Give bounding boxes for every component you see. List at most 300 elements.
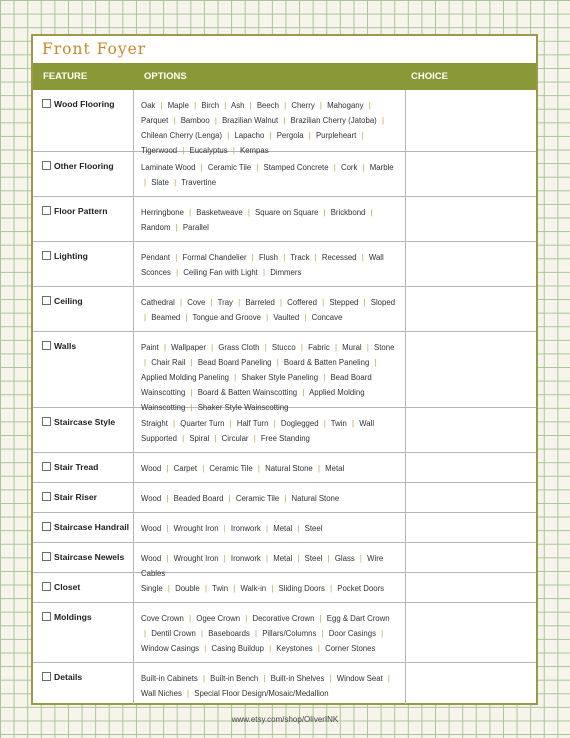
feature-label: Wood Flooring (54, 99, 115, 109)
feature-cell (33, 663, 134, 704)
option-item: Vaulted (273, 313, 300, 322)
option-item: Purpleheart (315, 131, 357, 140)
option-separator: | (319, 614, 322, 623)
option-item: Ash (231, 101, 245, 110)
option-item: Pergola (276, 131, 304, 140)
option-item: Single (141, 584, 163, 593)
feature-cell (33, 152, 134, 196)
option-separator: | (190, 403, 193, 412)
option-item: Metal (325, 464, 345, 473)
feature-label: Stair Tread (54, 462, 99, 472)
option-separator: | (144, 178, 147, 187)
option-separator: | (214, 434, 217, 443)
option-separator: | (166, 554, 169, 563)
checkbox[interactable] (42, 612, 51, 621)
option-separator: | (266, 554, 269, 563)
option-item: Metal (273, 524, 293, 533)
table-row (33, 196, 536, 241)
option-separator: | (363, 298, 366, 307)
option-item: Ceiling Fan with Light (183, 268, 258, 277)
footer-url: www.etsy.com/shop/OliverINK (231, 715, 339, 724)
option-separator: | (166, 464, 169, 473)
option-separator: | (144, 629, 147, 638)
option-item: Shaker Style Wainscotting (197, 403, 289, 412)
option-item: Applied Molding Paneling (141, 373, 229, 382)
option-separator: | (245, 614, 248, 623)
feature-label: Other Flooring (54, 161, 114, 171)
option-separator: | (269, 131, 272, 140)
header-choice: CHOICE (411, 71, 448, 82)
option-separator: | (381, 629, 384, 638)
option-separator: | (194, 101, 197, 110)
option-separator: | (187, 689, 190, 698)
option-separator: | (202, 674, 205, 683)
option-item: Built-in Bench (210, 674, 259, 683)
option-separator: | (174, 178, 177, 187)
option-item: Bead Board Paneling (197, 358, 272, 367)
option-separator: | (327, 554, 330, 563)
table-row (33, 151, 536, 196)
options-cell (134, 332, 406, 412)
option-separator: | (233, 584, 236, 593)
option-separator: | (266, 524, 269, 533)
option-item: Marble (369, 163, 394, 172)
option-separator: | (144, 358, 147, 367)
option-item: Steel (304, 554, 323, 563)
option-item: Flush (258, 253, 279, 262)
option-separator: | (251, 253, 254, 262)
option-separator: | (144, 313, 147, 322)
feature-cell (33, 483, 134, 512)
checkbox[interactable] (42, 552, 51, 561)
option-item: Brickbond (330, 208, 366, 217)
option-separator: | (160, 101, 163, 110)
option-separator: | (228, 494, 231, 503)
feature-cell (33, 287, 134, 331)
option-item: Wood (141, 554, 162, 563)
option-separator: | (321, 629, 324, 638)
option-item: Birch (201, 101, 220, 110)
option-separator: | (234, 373, 237, 382)
option-item: Stamped Concrete (263, 163, 329, 172)
option-separator: | (179, 298, 183, 307)
table-row (33, 90, 536, 155)
option-item: Stepped (329, 298, 359, 307)
option-separator: | (166, 494, 169, 503)
checkbox[interactable] (42, 417, 51, 426)
option-separator: | (300, 343, 303, 352)
option-separator: | (284, 101, 287, 110)
option-item: Shaker Style Paneling (241, 373, 319, 382)
option-item: Wall Niches (141, 689, 182, 698)
option-item: Oak (141, 101, 156, 110)
option-item: Kempas (240, 146, 269, 155)
feature-label: Moldings (54, 612, 92, 622)
option-item: Half Turn (236, 419, 269, 428)
option-separator: | (273, 419, 276, 428)
option-item: Eucalyptus (189, 146, 228, 155)
option-separator: | (283, 253, 286, 262)
option-item: Cove Crown (141, 614, 184, 623)
option-separator: | (189, 208, 192, 217)
option-separator: | (308, 131, 311, 140)
choice-cell[interactable] (406, 663, 536, 704)
feature-label: Ceiling (54, 296, 83, 306)
option-item: Herringbone (141, 208, 184, 217)
option-item: Casing Buildup (211, 644, 264, 653)
option-separator: | (255, 629, 258, 638)
option-item: Doglegged (280, 419, 319, 428)
option-separator: | (361, 131, 364, 140)
option-item: Random (141, 223, 171, 232)
choice-cell[interactable] (406, 483, 536, 512)
option-item: Keystones (276, 644, 313, 653)
option-item: Quarter Turn (180, 419, 225, 428)
choice-cell[interactable] (406, 242, 536, 286)
choice-cell[interactable] (406, 90, 536, 151)
option-separator: | (257, 464, 260, 473)
option-separator: | (283, 116, 286, 125)
checkbox[interactable] (42, 462, 51, 471)
option-separator: | (173, 116, 176, 125)
option-item: Built-in Shelves (270, 674, 325, 683)
checkbox[interactable] (42, 206, 51, 215)
option-item: Circular (221, 434, 249, 443)
choice-cell[interactable] (406, 332, 536, 407)
option-separator: | (304, 313, 307, 322)
option-separator: | (297, 524, 300, 533)
option-separator: | (370, 208, 373, 217)
table-body (33, 90, 536, 704)
option-item: Wall Sconces (141, 253, 384, 277)
option-separator: | (323, 373, 326, 382)
option-separator: | (387, 674, 390, 683)
option-separator: | (229, 419, 232, 428)
option-separator: | (163, 343, 166, 352)
feature-cell (33, 242, 134, 286)
options-cell (134, 573, 406, 602)
option-item: Bead Board Wainscotting (141, 373, 372, 397)
option-separator: | (263, 674, 266, 683)
feature-label: Details (54, 672, 83, 682)
option-item: Bamboo (180, 116, 210, 125)
options-cell (134, 90, 406, 155)
option-separator: | (166, 524, 169, 533)
feature-label: Closet (54, 582, 81, 592)
table-row (33, 482, 536, 512)
table-row (33, 512, 536, 542)
option-item: Lapacho (234, 131, 265, 140)
option-item: Carpet (173, 464, 198, 473)
feature-cell (33, 332, 134, 407)
option-separator: | (210, 298, 213, 307)
option-item: Stone (374, 343, 395, 352)
option-item: Parquet (141, 116, 169, 125)
choice-cell[interactable] (406, 573, 536, 602)
option-item: Wallpaper (171, 343, 206, 352)
table-header (33, 63, 536, 90)
option-item: Formal Chandelier (182, 253, 247, 262)
option-item: Coffered (287, 298, 317, 307)
options-cell (134, 603, 406, 662)
option-separator: | (182, 146, 185, 155)
option-separator: | (271, 584, 274, 593)
option-item: Tongue and Groove (192, 313, 261, 322)
feature-label: Floor Pattern (54, 206, 108, 216)
option-item: Chilean Cherry (Lenga) (141, 131, 223, 140)
option-separator: | (247, 208, 250, 217)
options-cell (134, 543, 406, 578)
table-row (33, 286, 536, 331)
feature-cell (33, 513, 134, 542)
option-separator: | (266, 313, 269, 322)
option-item: Brazilian Cherry (Jatoba) (290, 116, 377, 125)
page-title: Front Foyer (42, 40, 147, 58)
option-separator: | (175, 223, 178, 232)
option-item: Barreled (245, 298, 275, 307)
option-item: Maple (167, 101, 189, 110)
worksheet (31, 34, 538, 705)
option-separator: | (201, 629, 204, 638)
option-separator: | (173, 419, 176, 428)
option-separator: | (176, 268, 179, 277)
option-item: Built-in Cabinets (141, 674, 198, 683)
option-item: Dimmers (270, 268, 302, 277)
option-separator: | (374, 358, 377, 367)
option-item: Applied Molding Wainscotting (141, 388, 365, 412)
feature-cell (33, 197, 134, 241)
option-separator: | (190, 388, 193, 397)
table-row (33, 662, 536, 704)
option-separator: | (359, 554, 362, 563)
option-item: Corner Stones (325, 644, 376, 653)
checkbox[interactable] (42, 251, 51, 260)
option-item: Board & Batten Paneling (283, 358, 370, 367)
option-separator: | (232, 146, 235, 155)
option-separator: | (211, 343, 214, 352)
checkbox[interactable] (42, 522, 51, 531)
option-separator: | (224, 101, 227, 110)
option-item: Wood (141, 524, 162, 533)
option-separator: | (366, 343, 369, 352)
feature-cell (33, 453, 134, 482)
option-separator: | (200, 163, 203, 172)
option-item: Wood (141, 494, 162, 503)
option-item: Window Seat (336, 674, 383, 683)
feature-cell (33, 603, 134, 662)
options-cell (134, 152, 406, 196)
option-item: Paint (141, 343, 159, 352)
option-separator: | (167, 584, 170, 593)
option-item: Twin (212, 584, 229, 593)
option-separator: | (175, 253, 178, 262)
option-item: Pendant (141, 253, 171, 262)
option-item: Square on Square (255, 208, 319, 217)
option-item: Ceramic Tile (209, 464, 253, 473)
choice-cell[interactable] (406, 603, 536, 662)
option-separator: | (317, 644, 320, 653)
checkbox[interactable] (42, 672, 51, 681)
option-item: Cove (187, 298, 206, 307)
feature-cell (33, 543, 134, 572)
option-item: Ceramic Tile (235, 494, 280, 503)
option-item: Door Casings (328, 629, 376, 638)
options-cell (134, 483, 406, 512)
feature-cell (33, 573, 134, 602)
option-item: Fabric (308, 343, 330, 352)
option-item: Dentil Crown (151, 629, 196, 638)
option-separator: | (238, 298, 241, 307)
option-item: Pillars/Columns (262, 629, 317, 638)
option-separator: | (302, 388, 305, 397)
option-separator: | (362, 163, 365, 172)
option-item: Wood (141, 464, 162, 473)
option-separator: | (185, 313, 188, 322)
option-separator: | (223, 554, 226, 563)
option-item: Ceramic Tile (207, 163, 252, 172)
option-item: Sliding Doors (278, 584, 325, 593)
option-item: Grass Cloth (218, 343, 260, 352)
option-item: Brazilian Walnut (222, 116, 279, 125)
option-item: Stucco (271, 343, 296, 352)
checkbox[interactable] (42, 99, 51, 108)
feature-label: Stair Riser (54, 492, 97, 502)
feature-label: Lighting (54, 251, 88, 261)
checkbox[interactable] (42, 341, 51, 350)
option-item: Steel (304, 524, 323, 533)
option-item: Basketweave (196, 208, 243, 217)
option-separator: | (334, 343, 337, 352)
option-item: Beech (256, 101, 279, 110)
option-separator: | (330, 584, 333, 593)
option-item: Ogee Crown (196, 614, 241, 623)
option-separator: | (317, 464, 320, 473)
option-separator: | (249, 101, 252, 110)
choice-cell[interactable] (406, 513, 536, 542)
choice-cell[interactable] (406, 408, 536, 452)
option-item: Double (175, 584, 200, 593)
table-row (33, 407, 536, 452)
option-item: Natural Stone (291, 494, 340, 503)
option-separator: | (333, 163, 336, 172)
option-item: Wrought Iron (173, 524, 219, 533)
option-item: Beaded Board (173, 494, 224, 503)
options-cell (134, 513, 406, 542)
option-separator: | (253, 434, 256, 443)
option-separator: | (314, 253, 317, 262)
option-item: Concave (311, 313, 343, 322)
option-item: Ironwork (230, 524, 261, 533)
option-item: Free Standing (260, 434, 310, 443)
checkbox[interactable] (42, 492, 51, 501)
option-separator: | (204, 584, 207, 593)
feature-cell (33, 408, 134, 452)
option-item: Mahogany (327, 101, 364, 110)
checkbox[interactable] (42, 582, 51, 591)
option-item: Baseboards (208, 629, 250, 638)
option-separator: | (276, 358, 279, 367)
option-item: Beamed (151, 313, 181, 322)
option-separator: | (264, 343, 267, 352)
option-item: Pocket Doors (337, 584, 385, 593)
option-separator: | (323, 419, 326, 428)
option-separator: | (227, 131, 230, 140)
option-item: Special Floor Design/Mosaic/Medallion (194, 689, 329, 698)
option-item: Twin (330, 419, 347, 428)
option-item: Decorative Crown (252, 614, 315, 623)
option-separator: | (182, 434, 185, 443)
table-row (33, 452, 536, 482)
header-feature: FEATURE (43, 71, 88, 82)
option-separator: | (322, 298, 325, 307)
choice-cell[interactable] (406, 197, 536, 241)
option-separator: | (263, 268, 266, 277)
option-separator: | (214, 116, 217, 125)
option-separator: | (368, 101, 371, 110)
feature-label: Staircase Style (54, 417, 116, 427)
feature-label: Staircase Handrail (54, 522, 129, 532)
option-item: Recessed (321, 253, 357, 262)
options-cell (134, 408, 406, 452)
option-separator: | (297, 554, 300, 563)
options-cell (134, 663, 406, 704)
table-row (33, 602, 536, 662)
option-item: Wall Supported (141, 419, 375, 443)
option-item: Straight (141, 419, 168, 428)
option-item: Cherry (291, 101, 315, 110)
choice-cell[interactable] (406, 287, 536, 331)
checkbox[interactable] (42, 161, 51, 170)
table-row (33, 241, 536, 286)
option-separator: | (279, 298, 282, 307)
options-cell (134, 453, 406, 482)
option-item: Cork (340, 163, 358, 172)
option-separator: | (189, 614, 192, 623)
feature-label: Walls (54, 341, 77, 351)
option-item: Board & Batten Wainscotting (197, 388, 298, 397)
option-item: Metal (273, 554, 293, 563)
option-item: Slate (151, 178, 169, 187)
header-options: OPTIONS (144, 71, 187, 82)
option-separator: | (319, 101, 322, 110)
option-item: Walk-in (240, 584, 267, 593)
feature-cell (33, 90, 134, 151)
options-cell (134, 197, 406, 241)
options-cell (134, 242, 406, 286)
option-item: Egg & Dart Crown (326, 614, 390, 623)
choice-cell[interactable] (406, 152, 536, 196)
option-item: Chair Rail (151, 358, 186, 367)
options-cell (134, 287, 406, 331)
checkbox[interactable] (42, 296, 51, 305)
option-separator: | (329, 674, 332, 683)
option-separator: | (361, 253, 364, 262)
option-item: Spiral (189, 434, 210, 443)
table-row (33, 542, 536, 578)
choice-cell[interactable] (406, 453, 536, 482)
choice-cell[interactable] (406, 543, 536, 572)
option-item: Natural Stone (265, 464, 313, 473)
option-item: Window Casings (141, 644, 200, 653)
option-separator: | (190, 358, 193, 367)
option-separator: | (323, 208, 326, 217)
option-item: Sloped (370, 298, 396, 307)
option-separator: | (223, 524, 226, 533)
feature-label: Staircase Newels (54, 552, 125, 562)
option-separator: | (256, 163, 259, 172)
option-separator: | (269, 644, 272, 653)
table-row (33, 331, 536, 412)
